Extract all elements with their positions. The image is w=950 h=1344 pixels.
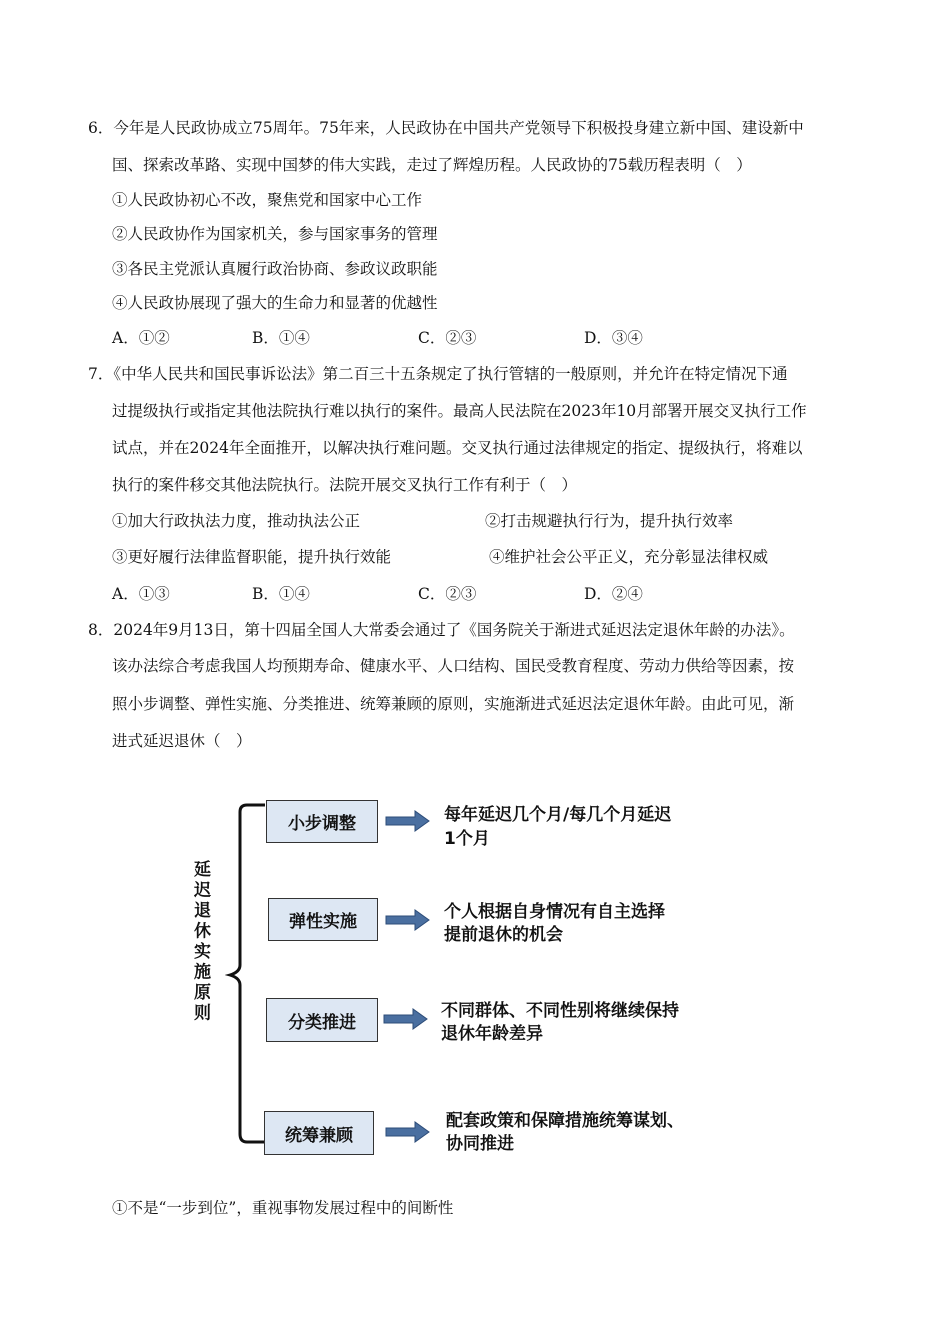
arrow-right-icon bbox=[385, 1121, 431, 1143]
principle-desc-1-line-1: 每年延迟几个月/每几个月延迟 bbox=[444, 805, 672, 825]
principle-desc-4-line-2: 协同推进 bbox=[446, 1134, 514, 1154]
diagram-vertical-title: 延迟退休实施原则 bbox=[190, 860, 210, 1024]
arrow-right-icon bbox=[385, 909, 431, 931]
principle-box-small-steps: 小步调整 bbox=[266, 800, 378, 843]
arrow-right-icon bbox=[385, 810, 431, 832]
principle-box-classified: 分类推进 bbox=[266, 998, 378, 1042]
q7-stem-line-2: 过提级执行或指定其他法院执行难以执行的案件。最高人民法院在2023年10月部署开展交叉执行工作 bbox=[112, 402, 807, 420]
q7-item-3: ③更好履行法律监督职能，提升执行效能 bbox=[112, 548, 392, 566]
principle-desc-4-line-1: 配套政策和保障措施统筹谋划、 bbox=[446, 1111, 684, 1131]
q7-option-c[interactable]: C．②③ bbox=[418, 585, 477, 603]
q7-stem-line-4: 执行的案件移交其他法院执行。法院开展交叉执行工作有利于（ ） bbox=[112, 476, 578, 494]
q7-item-4: ④维护社会公平正义，充分彰显法律权威 bbox=[489, 548, 769, 566]
principle-desc-3-line-1: 不同群体、不同性别将继续保持 bbox=[441, 1001, 679, 1021]
q7-option-b[interactable]: B．①④ bbox=[252, 585, 310, 603]
q7-option-d[interactable]: D．②④ bbox=[584, 585, 643, 603]
q7-stem-line-3: 试点，并在2024年全面推开，以解决执行难问题。交叉执行通过法律规定的指定、提级执行，将难以 bbox=[112, 439, 803, 457]
q6-option-b[interactable]: B．①④ bbox=[252, 329, 310, 347]
q6-option-d[interactable]: D．③④ bbox=[584, 329, 643, 347]
principle-box-flexible: 弹性实施 bbox=[268, 898, 378, 941]
q8-stem-line-3: 照小步调整、弹性实施、分类推进、统筹兼顾的原则，实施渐进式延迟法定退休年龄。由此可见，渐 bbox=[112, 695, 795, 713]
q6-option-c[interactable]: C．②③ bbox=[418, 329, 477, 347]
diagram-brace bbox=[225, 800, 270, 1150]
q6-option-a[interactable]: A．①② bbox=[112, 329, 170, 347]
q7-option-a[interactable]: A．①③ bbox=[112, 585, 170, 603]
q7-stem-line-1: 7．《中华人民共和国民事诉讼法》第二百三十五条规定了执行管辖的一般原则，并允许在特定情况下通 bbox=[88, 365, 788, 383]
q6-stem-line-2: 国、探索改革路、实现中国梦的伟大实践，走过了辉煌历程。人民政协的75载历程表明（ ） bbox=[112, 156, 752, 174]
q7-item-1: ①加大行政执法力度，推动执法公正 bbox=[112, 512, 361, 530]
q6-stem-line-1: 6．今年是人民政协成立75周年。75年来，人民政协在中国共产党领导下积极投身建立新中国、建设新中 bbox=[88, 119, 804, 137]
q6-item-1: ①人民政协初心不改，聚焦党和国家中心工作 bbox=[112, 191, 423, 209]
q6-item-2: ②人民政协作为国家机关，参与国家事务的管理 bbox=[112, 225, 438, 243]
principle-desc-1-line-2: 1个月 bbox=[444, 829, 490, 849]
principle-desc-3-line-2: 退休年龄差异 bbox=[441, 1024, 543, 1044]
q8-item-1: ①不是“一步到位”，重视事物发展过程中的间断性 bbox=[112, 1199, 454, 1217]
principle-desc-2-line-2: 提前退休的机会 bbox=[444, 925, 563, 945]
arrow-right-icon bbox=[383, 1008, 429, 1030]
q6-item-3: ③各民主党派认真履行政治协商、参政议政职能 bbox=[112, 260, 438, 278]
q8-stem-line-2: 该办法综合考虑我国人均预期寿命、健康水平、人口结构、国民受教育程度、劳动力供给等因素，按 bbox=[112, 657, 795, 675]
q8-stem-line-1: 8．2024年9月13日，第十四届全国人大常委会通过了《国务院关于渐进式延迟法定退休年龄的办法》。 bbox=[88, 621, 795, 639]
q7-item-2: ②打击规避执行行为，提升执行效率 bbox=[485, 512, 734, 530]
principle-box-overall: 统筹兼顾 bbox=[264, 1111, 374, 1155]
q8-stem-line-4: 进式延迟退休（ ） bbox=[112, 732, 252, 750]
q6-item-4: ④人民政协展现了强大的生命力和显著的优越性 bbox=[112, 294, 438, 312]
principle-desc-2-line-1: 个人根据自身情况有自主选择 bbox=[444, 902, 665, 922]
